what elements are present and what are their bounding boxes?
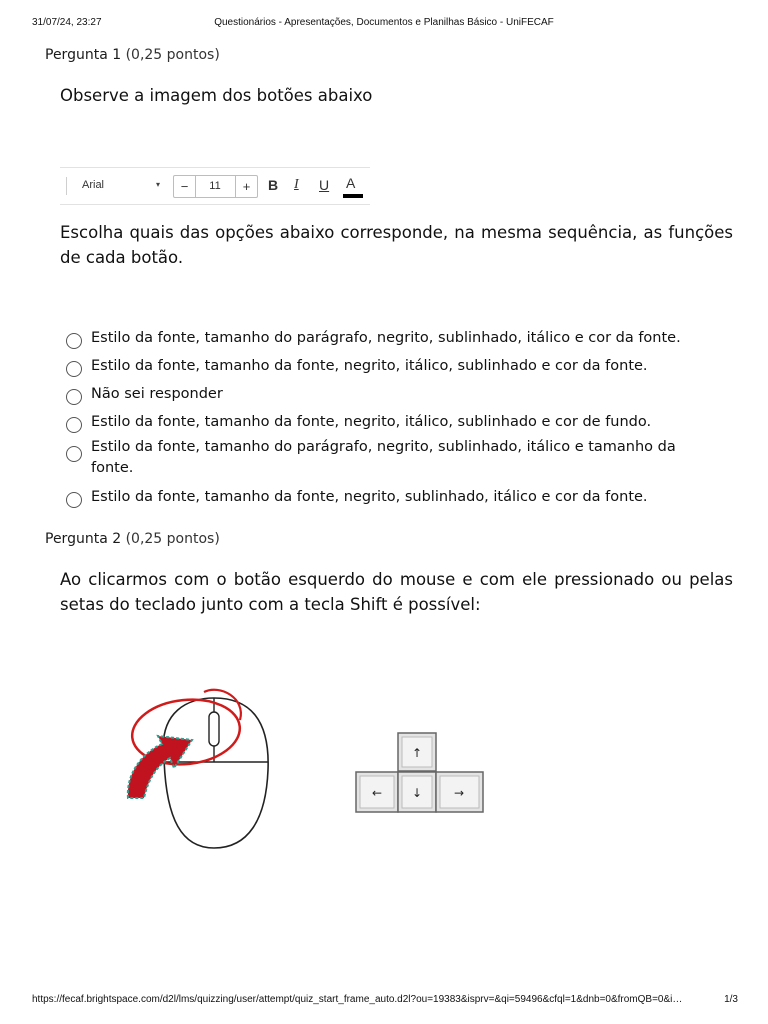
toolbar-separator <box>66 177 67 195</box>
right-arrow-key: → <box>453 786 465 800</box>
text-color-icon: A <box>346 175 356 191</box>
radio-button[interactable] <box>66 492 82 508</box>
answer-option-label: Não sei responder <box>91 386 223 402</box>
illustration <box>100 680 520 870</box>
answer-option-label: Estilo da fonte, tamanho do parágrafo, negrito, sublinhado, itálico e tamanho da fonte. <box>91 439 676 476</box>
answer-option-label: Estilo da fonte, tamanho do parágrafo, negrito, sublinhado, itálico e cor da fonte. <box>91 330 681 346</box>
question-2-points: (0,25 pontos) <box>125 531 220 547</box>
formatting-toolbar-image <box>60 167 370 205</box>
question-2-label: Pergunta 2 <box>45 531 122 547</box>
chevron-down-icon: ▾ <box>156 180 161 189</box>
print-date: 31/07/24, 23:27 <box>32 17 102 28</box>
radio-button[interactable] <box>66 361 82 377</box>
answer-option-label: Estilo da fonte, tamanho da fonte, negrito, itálico, sublinhado e cor de fundo. <box>91 414 652 430</box>
answer-option-label: Estilo da fonte, tamanho da fonte, negrito, itálico, sublinhado e cor da fonte. <box>91 358 648 374</box>
underline-icon: U <box>319 177 330 193</box>
question-2-header <box>45 531 220 547</box>
plus-icon: + <box>235 176 257 197</box>
radio-button[interactable] <box>66 389 82 405</box>
pdf-header <box>0 17 768 31</box>
radio-button[interactable] <box>66 417 82 433</box>
down-arrow-key: ↓ <box>411 786 423 800</box>
question-1-header <box>45 47 220 63</box>
question-2-text: Ao clicarmos com o botão esquerdo do mouse e com ele pressionado ou pelas setas do teclado junto com a tecla Shift é possível: <box>60 570 733 614</box>
question-1-points: (0,25 pontos) <box>125 47 220 63</box>
radio-button[interactable] <box>66 333 82 349</box>
italic-icon: I <box>294 177 299 192</box>
bold-icon: B <box>268 177 279 193</box>
minus-icon: − <box>174 176 196 197</box>
left-arrow-key: ← <box>371 786 383 800</box>
answer-option-label: Estilo da fonte, tamanho da fonte, negrito, sublinhado, itálico e cor da fonte. <box>91 489 648 505</box>
arrow-keys-icon <box>356 733 483 812</box>
font-family-select: Arial <box>82 179 105 191</box>
radio-button[interactable] <box>66 446 82 462</box>
question-1-prompt: Escolha quais das opções abaixo corresponde, na mesma sequência, as funções de cada botão. <box>60 223 733 267</box>
text-color-swatch <box>343 194 363 198</box>
page-url: https://fecaf.brightspace.com/d2l/lms/quizzing/user/attempt/quiz_start_frame_auto.d2l?ou=19383&isprv=&qi=59496&cfql=1&dnb=0&fromQB=0&i… <box>32 994 683 1005</box>
question-1-label: Pergunta 1 <box>45 47 122 63</box>
font-size-value: 11 <box>209 180 221 192</box>
page-number: 1/3 <box>724 994 738 1005</box>
up-arrow-key: ↑ <box>411 746 423 760</box>
pdf-footer <box>0 994 768 1008</box>
document-title: Questionários - Apresentações, Documentos e Planilhas Básico - UniFECAF <box>214 17 554 28</box>
question-1-intro: Observe a imagem dos botões abaixo <box>60 86 373 105</box>
mouse-icon <box>163 698 268 848</box>
mouse-and-arrow-keys-figure <box>100 680 520 870</box>
font-size-stepper <box>173 175 258 198</box>
